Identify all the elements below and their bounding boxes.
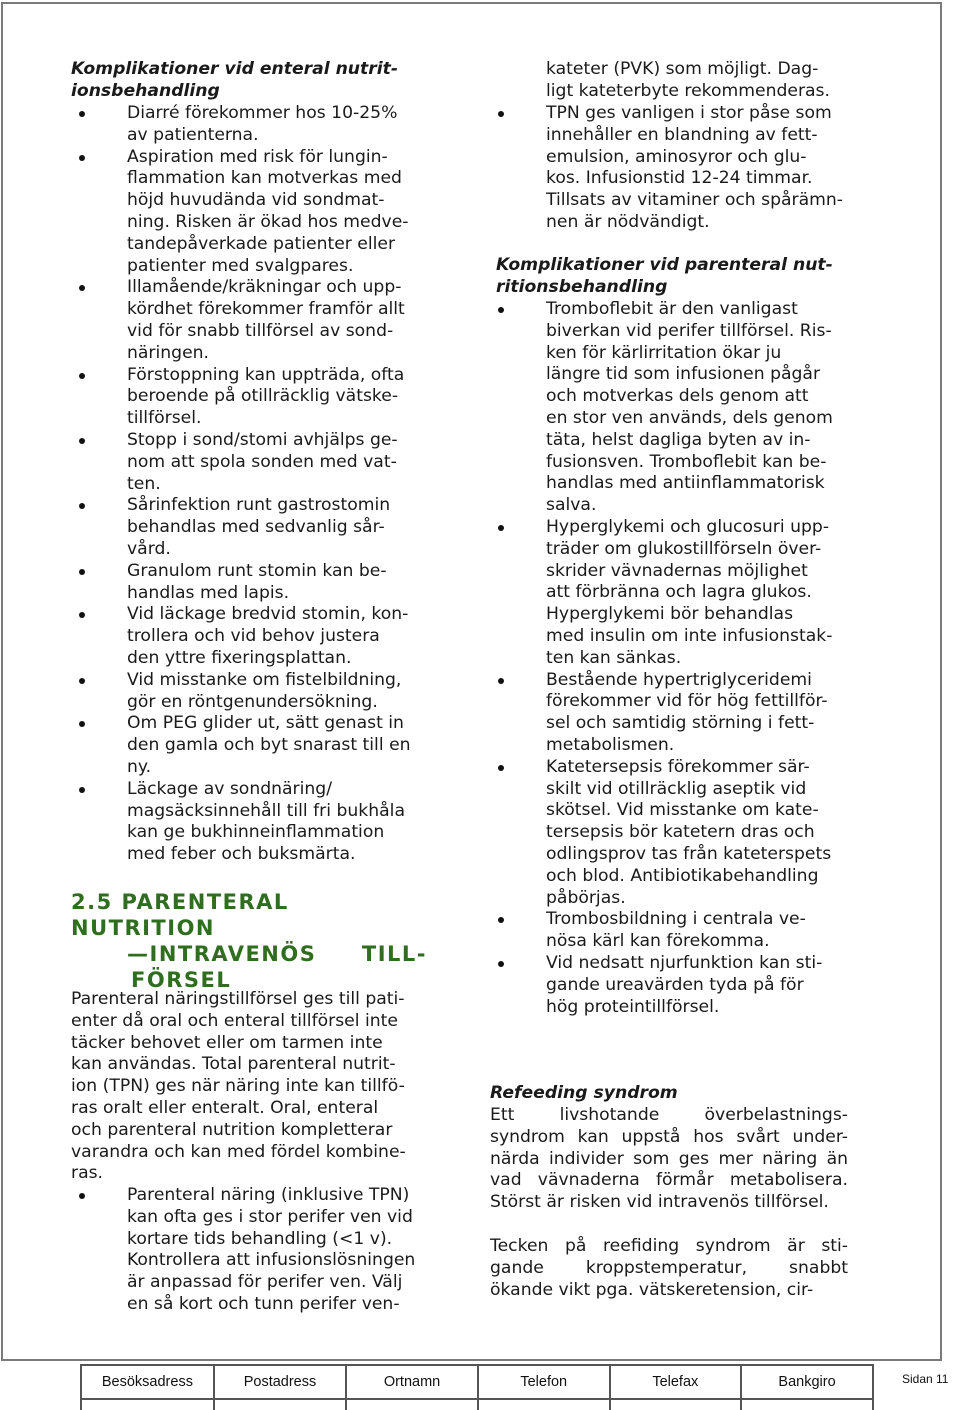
list-item-line: kan ge bukhinneinflammation <box>127 822 385 843</box>
list-item-line: och motverkas dels genom att <box>546 386 809 407</box>
list-item-line: odlingsprov tas från kateterspets <box>546 843 832 864</box>
bullet-icon <box>498 307 504 313</box>
enteral-complications-heading: Komplikationer vid enteral nutrit- ionsbehandling <box>71 59 398 101</box>
bullet-icon <box>498 961 504 967</box>
list-item <box>71 277 451 364</box>
list-item-line: salva. <box>546 495 597 516</box>
list-item-line: hög proteintillförsel. <box>546 996 720 1017</box>
footer-header-visiting-address: Besöksadress <box>81 1365 214 1399</box>
bullet-icon <box>79 155 85 161</box>
footer-header-fax: Telefax <box>610 1365 742 1399</box>
list-item <box>71 103 451 147</box>
list-item-line: tillförsel. <box>127 408 202 429</box>
list-item <box>490 757 870 910</box>
pvk-continued-text: kateter (PVK) som möjligt. Dag- ligt kateterbyte rekommenderas. <box>546 59 830 101</box>
bullet-icon <box>79 285 85 291</box>
list-item-line: en så kort och tunn perifer ven- <box>127 1293 400 1314</box>
list-item-line: kos. Infusionstid 12-24 timmar. <box>546 168 813 189</box>
list-item-line: Förstoppning kan uppträda, ofta <box>127 364 405 385</box>
bullet-icon <box>79 569 85 575</box>
list-item <box>490 953 870 1018</box>
list-item <box>490 517 870 670</box>
list-item-line: handlas med antiinflammatorisk <box>546 473 825 494</box>
list-item-line: påbörjas. <box>546 887 626 908</box>
bullet-icon <box>498 111 504 117</box>
footer-contact-table <box>80 1364 874 1410</box>
list-item-line: Tillsats av vitaminer och spårämn- <box>546 190 843 211</box>
list-item-line: flammation kan motverkas med <box>127 168 402 189</box>
list-item-line: täta, helst dagliga byten av in- <box>546 429 811 450</box>
section-title <box>71 889 431 993</box>
list-item <box>490 299 870 517</box>
list-item-line: Hyperglykemi bör behandlas <box>546 604 794 625</box>
list-item-line: Diarré förekommer hos 10-25% <box>127 103 398 123</box>
section-title-line-3: FÖRSEL <box>131 968 232 992</box>
list-item-line: skötsel. Vid misstanke om kate- <box>546 800 819 821</box>
list-item-line: Stopp i sond/stomi avhjälps ge- <box>127 430 398 450</box>
list-item <box>490 909 870 953</box>
list-item <box>71 365 451 430</box>
list-item-line: fusionsven. Tromboflebit kan be- <box>546 451 827 472</box>
bullet-icon <box>498 917 504 923</box>
list-item-line: träder om glukostillförseln över- <box>546 538 822 559</box>
list-item-line: och blod. Antibiotikabehandling <box>546 865 819 886</box>
list-item-line: av patienterna. <box>127 124 259 145</box>
footer-header-bankgiro: Bankgiro <box>741 1365 873 1399</box>
list-item-line: Katetersepsis förekommer sär- <box>546 756 810 777</box>
list-item-line: biverkan vid perifer tillförsel. Ris- <box>546 320 832 341</box>
list-item-line: längre tid som infusionen pågår <box>546 364 821 385</box>
list-item-line: patienter med svalgpares. <box>127 255 354 276</box>
list-item-line: Hyperglykemi och glucosuri upp- <box>546 517 830 537</box>
list-item <box>490 670 870 757</box>
list-item-line: kan ofta ges i stor perifer ven vid <box>127 1206 413 1227</box>
footer-header-phone: Telefon <box>478 1365 610 1399</box>
list-item-line: Om PEG glider ut, sätt genast in <box>127 713 404 734</box>
bullet-icon <box>79 721 85 727</box>
list-item-line: vid för snabb tillförsel av sond- <box>127 320 394 341</box>
list-item-line: trollera och vid behov justera <box>127 626 380 647</box>
list-item-line: Vid misstanke om fistelbildning, <box>127 669 402 690</box>
section-title-line-1: PARENTERAL NUTRITION <box>71 890 289 940</box>
list-item-line: tersepsis bör katetern dras och <box>546 822 815 843</box>
list-item-line: kortare tids behandling (<1 v). <box>127 1228 393 1249</box>
list-item-line: TPN ges vanligen i stor påse som <box>546 103 832 123</box>
list-item-line: magsäcksinnehåll till fri bukhåla <box>127 800 405 821</box>
list-item-line: förekommer vid för hög fettillför- <box>546 691 828 712</box>
list-item-line: beroende på otillräcklig vätske- <box>127 386 399 407</box>
bullet-icon <box>79 438 85 444</box>
list-item-line: skilt vid otillräcklig aseptik vid <box>546 778 807 799</box>
list-item <box>71 604 451 669</box>
list-item-line: med feber och buksmärta. <box>127 844 356 865</box>
list-item <box>71 1185 451 1316</box>
list-item-line: Kontrollera att infusionslösningen <box>127 1250 416 1271</box>
list-item-line: Vid nedsatt njurfunktion kan sti- <box>546 953 823 973</box>
list-item-line: Illamående/kräkningar och upp- <box>127 277 402 298</box>
footer-header-city: Ortnamn <box>346 1365 478 1399</box>
bullet-icon <box>79 1193 85 1199</box>
list-item <box>71 495 451 560</box>
list-item-line: Parenteral näring (inklusive TPN) <box>127 1185 410 1205</box>
list-item-line: med insulin om inte infusionstak- <box>546 625 833 646</box>
section-number: 2.5 <box>71 890 113 914</box>
list-item-line: sel och samtidig störning i fett- <box>546 713 815 734</box>
list-item <box>490 103 870 234</box>
bullet-icon <box>498 765 504 771</box>
list-item <box>71 713 451 778</box>
list-item-line: kördhet förekommer framför allt <box>127 299 405 320</box>
list-item-line: att förbränna och lagra glukos. <box>546 582 812 603</box>
list-item-line: Vid läckage bredvid stomin, kon- <box>127 604 409 625</box>
list-item <box>71 561 451 605</box>
list-item-line: ny. <box>127 756 152 777</box>
list-item-line: ning. Risken är ökad hos medve- <box>127 211 409 232</box>
refeeding-heading: Refeeding syndrom <box>490 1083 678 1103</box>
list-item-line: nen är nödvändigt. <box>546 211 710 232</box>
list-item-line: Trombosbildning i centrala ve- <box>546 909 806 930</box>
list-item <box>71 147 451 278</box>
section-title-line-2a: —INTRAVENÖS <box>127 942 317 966</box>
bullet-icon <box>498 525 504 531</box>
bullet-icon <box>498 678 504 684</box>
parenteral-intro-paragraph: Parenteral näringstillförsel ges till pati- enter då oral och enteral tillförsel inte täcker behovet eller om tarmen inte kan användas. Total parenteral nutrit- ion (TPN) ges när näring inte kan tillfö- ras oralt eller enteralt. Oral, enteral och parenteral nutrition kompletterar varandra och kan med fördel kombine- ras. <box>71 989 406 1184</box>
list-item-line: den yttre fixeringsplattan. <box>127 647 352 668</box>
list-item-line: Sårinfektion runt gastrostomin <box>127 495 391 516</box>
list-item-line: höjd huvudända vid sondmat- <box>127 190 385 211</box>
list-item-line: nom att spola sonden med vat- <box>127 451 397 472</box>
list-item-line: Tromboflebit är den vanligast <box>546 299 798 319</box>
list-item-line: tandepåverkade patienter eller <box>127 233 396 254</box>
footer-header-postal-address: Postadress <box>214 1365 346 1399</box>
list-item-line: nösa kärl kan förekomma. <box>546 931 770 952</box>
list-item-line: Läckage av sondnäring/ <box>127 778 332 799</box>
list-item-line: en stor ven används, dels genom <box>546 407 833 428</box>
list-item-line: är anpassad för perifer ven. Välj <box>127 1272 403 1293</box>
list-item-line: gör en röntgenundersökning. <box>127 691 378 712</box>
list-item-line: Bestående hypertriglyceridemi <box>546 669 812 690</box>
list-item <box>71 670 451 714</box>
bullet-icon <box>79 612 85 618</box>
list-item-line: Granulom runt stomin kan be- <box>127 560 387 581</box>
list-item-line: behandlas med sedvanlig sår- <box>127 517 385 538</box>
bullet-icon <box>79 373 85 379</box>
list-item-line: emulsion, aminosyror och glu- <box>546 146 807 167</box>
list-item-line: ken för kärlirritation ökar ju <box>546 342 782 363</box>
list-item-line: innehåller en blandning av fett- <box>546 124 818 145</box>
list-item <box>71 779 451 866</box>
bullet-icon <box>79 678 85 684</box>
page-number: Sidan 11 <box>902 1372 949 1386</box>
parenteral-complications-heading: Komplikationer vid parenteral nut- ritionsbehandling <box>496 255 833 297</box>
list-item-line: Aspiration med risk för lungin- <box>127 146 388 167</box>
list-item-line: den gamla och byt snarast till en <box>127 735 411 756</box>
list-item-line: handlas med lapis. <box>127 582 290 603</box>
bullet-icon <box>79 111 85 117</box>
refeeding-paragraph-2: Tecken på reefiding syndrom är sti- gande kroppstemperatur, snabbt ökande vikt pga. vätskeretension, cir- <box>490 1236 848 1300</box>
list-item-line: ten kan sänkas. <box>546 647 682 668</box>
list-item <box>71 430 451 495</box>
list-item-line: ten. <box>127 473 161 494</box>
list-item-line: vård. <box>127 538 171 559</box>
list-item-line: gande ureavärden tyda på för <box>546 974 804 995</box>
list-item-line: metabolismen. <box>546 734 675 755</box>
list-item-line: skrider vävnadernas möjlighet <box>546 560 808 581</box>
list-item-line: näringen. <box>127 342 210 363</box>
bullet-icon <box>79 787 85 793</box>
section-title-line-2b: TILL- <box>361 942 427 966</box>
refeeding-paragraph-1: Ett livshotande överbelastnings- syndrom kan uppstå hos svårt under- närda individer som ges mer näring än vad vävnaderna förmår metabolisera. Störst är risken vid intravenös tillförsel. <box>490 1105 848 1213</box>
bullet-icon <box>79 503 85 509</box>
